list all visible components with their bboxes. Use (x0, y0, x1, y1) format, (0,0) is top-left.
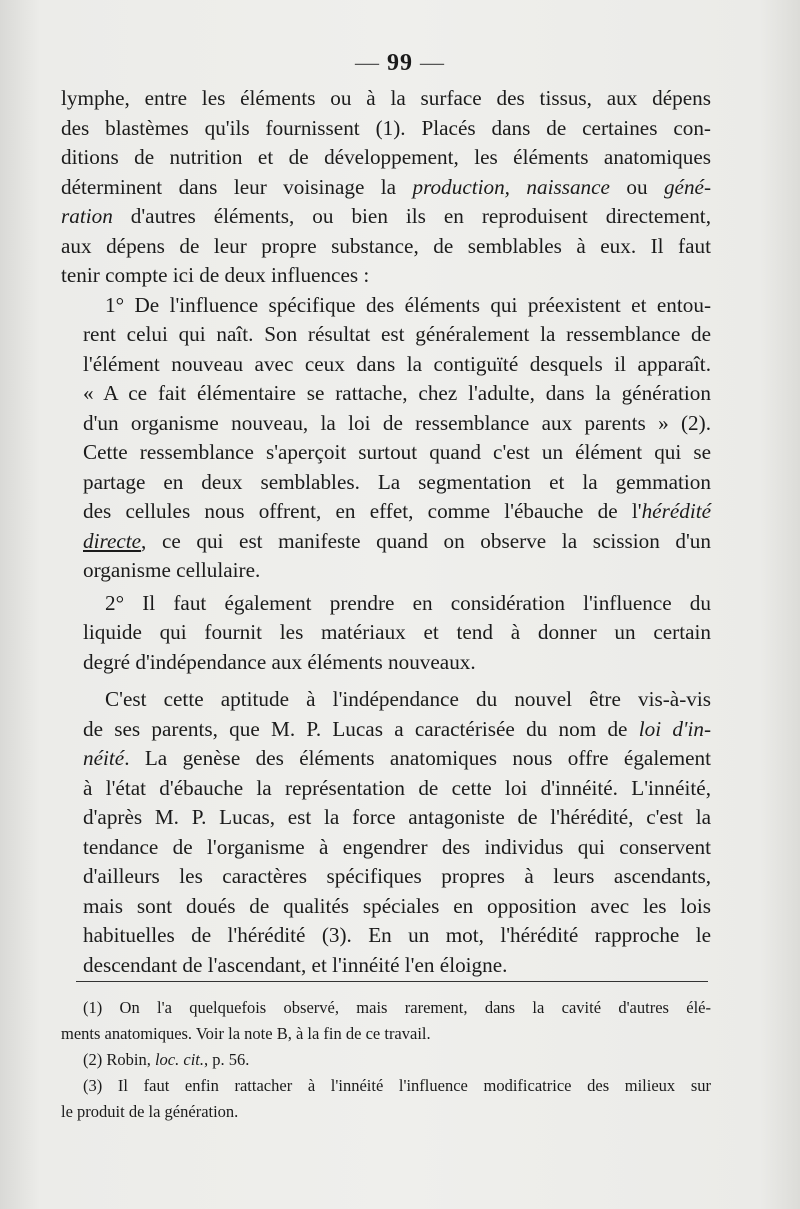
text-line: C'est cette aptitude à l'indépendance du nouvel être vis-à-vis (105, 687, 711, 711)
text-line: habituelles de l'hérédité (3). En un mot, l'hérédité rapproche le (83, 923, 711, 947)
text-line: de ses parents, que M. P. Lucas a caractérisée du nom de loi d'in- (83, 716, 712, 741)
text-line: rent celui qui naît. Son résultat est généralement la ressemblance de (83, 322, 711, 346)
text-line: directe, ce qui est manifeste quand on observe la scission d'un (83, 528, 711, 553)
text-line: tendance de l'organisme à engendrer des individus qui conservent (83, 834, 711, 859)
footnote-divider (76, 981, 708, 982)
italic-term: loi d'in- (638, 716, 712, 741)
text-line: Cette ressemblance s'aperçoit surtout quand c'est un élément qui se (83, 440, 711, 464)
footnotes (61, 995, 711, 1125)
italic-term: néité (83, 746, 125, 770)
footnote-2: (2) Robin, loc. cit., p. 56. (83, 1050, 250, 1069)
page-number-left-dash: — (355, 50, 387, 76)
text-line: 2° Il faut également prendre en considération l'influence du (105, 590, 711, 615)
italic-term: géné- (663, 174, 712, 199)
text-line: néité. La genèse des éléments anatomiques nous offre également (83, 746, 711, 770)
paragraph-2 (61, 291, 711, 586)
footnote-1-line-1: (1) On l'a quelquefois observé, mais rarement, dans la cavité d'autres élé- (83, 998, 711, 1017)
text-line: degré d'indépendance aux éléments nouveaux. (83, 649, 476, 674)
text-line: liquide qui fournit les matériaux et tend à donner un certain (83, 620, 711, 644)
italic-term: hérédité (641, 499, 711, 523)
text-line: 1° De l'influence spécifique des éléments qui préexistent et entou- (105, 292, 711, 317)
italic-term: directe (83, 528, 142, 553)
text-line: « A ce fait élémentaire se rattache, chez l'adulte, dans la génération (83, 381, 711, 405)
text-line: aux dépens de leur propre substance, de semblables à eux. Il faut (61, 233, 711, 258)
footnote-3-line-2: le produit de la génération. (61, 1102, 239, 1121)
paragraph-4 (61, 685, 711, 980)
text-line: descendant de l'ascendant, et l'innéité l'en éloigne. (83, 952, 508, 977)
text-line: organisme cellulaire. (83, 558, 261, 582)
page-number-right-dash: — (413, 50, 445, 76)
text-line: mais sont doués de qualités spéciales en opposition avec les lois (83, 893, 711, 918)
text-line: ration d'autres éléments, ou bien ils en reproduisent directement, (61, 204, 711, 228)
text-line: lymphe, entre les éléments ou à la surface des tissus, aux dépens (61, 86, 711, 110)
paragraph-3 (61, 589, 711, 678)
footnote-1-line-2: ments anatomiques. Voir la note B, à la fin de ce travail. (61, 1024, 431, 1043)
text-line: tenir compte ici de deux influences : (61, 263, 370, 287)
text-line: à l'état d'ébauche la représentation de cette loi d'innéité. L'innéité, (83, 775, 711, 800)
page-number-value: 99 (387, 50, 413, 76)
footnote-3-line-1: (3) Il faut enfin rattacher à l'innéité l'influence modificatrice des milieux sur (83, 1076, 711, 1095)
text-line: déterminent dans leur voisinage la production, naissance ou géné- (61, 174, 712, 199)
text-line: ditions de nutrition et de développement, les éléments anatomiques (61, 145, 711, 169)
paragraph-1 (61, 84, 711, 291)
page-number (0, 50, 800, 77)
text-line: d'après M. P. Lucas, est la force antagoniste de l'hérédité, c'est la (83, 805, 711, 829)
text-line: l'élément nouveau avec ceux dans la contiguïté desquels il apparaît. (83, 351, 711, 376)
italic-term: production, naissance (412, 174, 610, 199)
text-line: d'ailleurs les caractères spécifiques propres à leurs ascendants, (83, 864, 711, 888)
text-line: des cellules nous offrent, en effet, comme l'ébauche de l'hérédité (83, 499, 711, 523)
italic-term: ration (61, 204, 113, 228)
text-line: des blastèmes qu'ils fournissent (1). Placés dans de certaines con- (61, 115, 711, 140)
text-line: d'un organisme nouveau, la loi de ressemblance aux parents » (2). (83, 410, 711, 435)
text-line: partage en deux semblables. La segmentation et la gemmation (83, 469, 711, 494)
body-text (61, 84, 711, 980)
